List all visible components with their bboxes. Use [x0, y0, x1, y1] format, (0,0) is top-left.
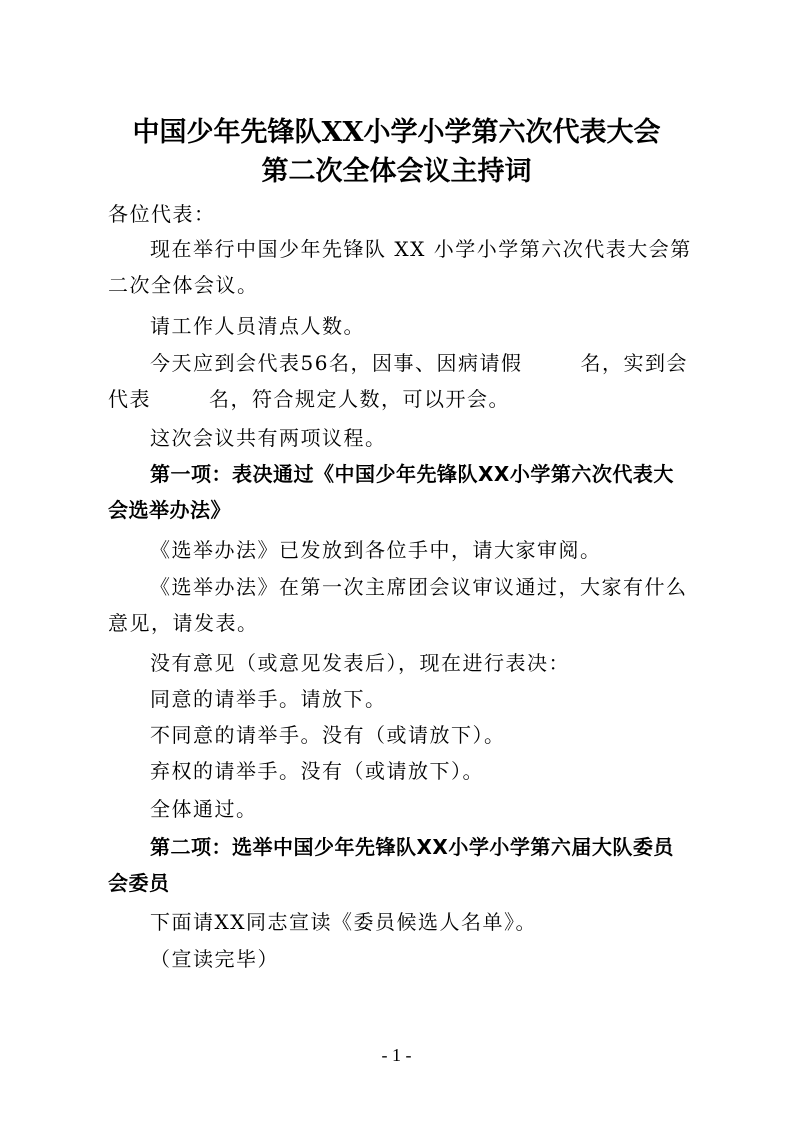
- paragraph-line: 二次全体会议。: [108, 273, 259, 297]
- paragraph-line: 《选举办法》在第一次主席团会议审议通过，大家有什么: [150, 575, 688, 599]
- paragraph-line: 全体通过。: [150, 797, 258, 821]
- agenda-item-1: 第一项：表决通过《中国少年先锋队XX小学第六次代表大: [150, 462, 674, 486]
- attendance-text: 名，符合规定人数，可以开会。: [209, 387, 510, 411]
- paragraph-line: 没有意见（或意见发表后），现在进行表决：: [150, 651, 570, 675]
- document-title: 中国少年先锋队XX小学小学第六次代表大会: [132, 117, 661, 148]
- paragraph-line: 意见，请发表。: [108, 611, 259, 635]
- paragraph-line: 《选举办法》已发放到各位手中，请大家审阅。: [150, 538, 602, 562]
- agenda-item-2: 第二项：选举中国少年先锋队XX小学小学第六届大队委员: [150, 835, 674, 859]
- paragraph-line: 这次会议共有两项议程。: [150, 426, 387, 450]
- paragraph-line: 现在举行中国少年先锋队 XX 小学小学第六次代表大会第: [150, 237, 692, 261]
- paragraph-line: [150, 350, 690, 376]
- paragraph-line: 不同意的请举手。没有（或请放下）。: [150, 723, 506, 747]
- paragraph-line: 请工作人员清点人数。: [150, 314, 365, 338]
- agenda-item-2-cont: 会委员: [108, 871, 170, 895]
- paragraph-line: 下面请XX同志宣读《委员候选人名单》。: [150, 910, 537, 934]
- paragraph-line: （宣读完毕）: [150, 947, 279, 971]
- attendance-text: 名，实到会: [580, 351, 688, 375]
- paragraph-line: [108, 386, 690, 412]
- agenda-item-1-cont: 会选举办法》: [108, 498, 231, 522]
- paragraph-line: 同意的请举手。请放下。: [150, 687, 387, 711]
- attendance-text: 今天应到会代表56名，因事、因病请假: [150, 351, 523, 375]
- page-number: - 1 -: [381, 1045, 412, 1065]
- attendance-text: 代表: [108, 387, 151, 411]
- salutation: 各位代表：: [108, 202, 216, 226]
- document-subtitle: 第二次全体会议主持词: [261, 156, 532, 187]
- paragraph-line: 弃权的请举手。没有（或请放下）。: [150, 759, 484, 783]
